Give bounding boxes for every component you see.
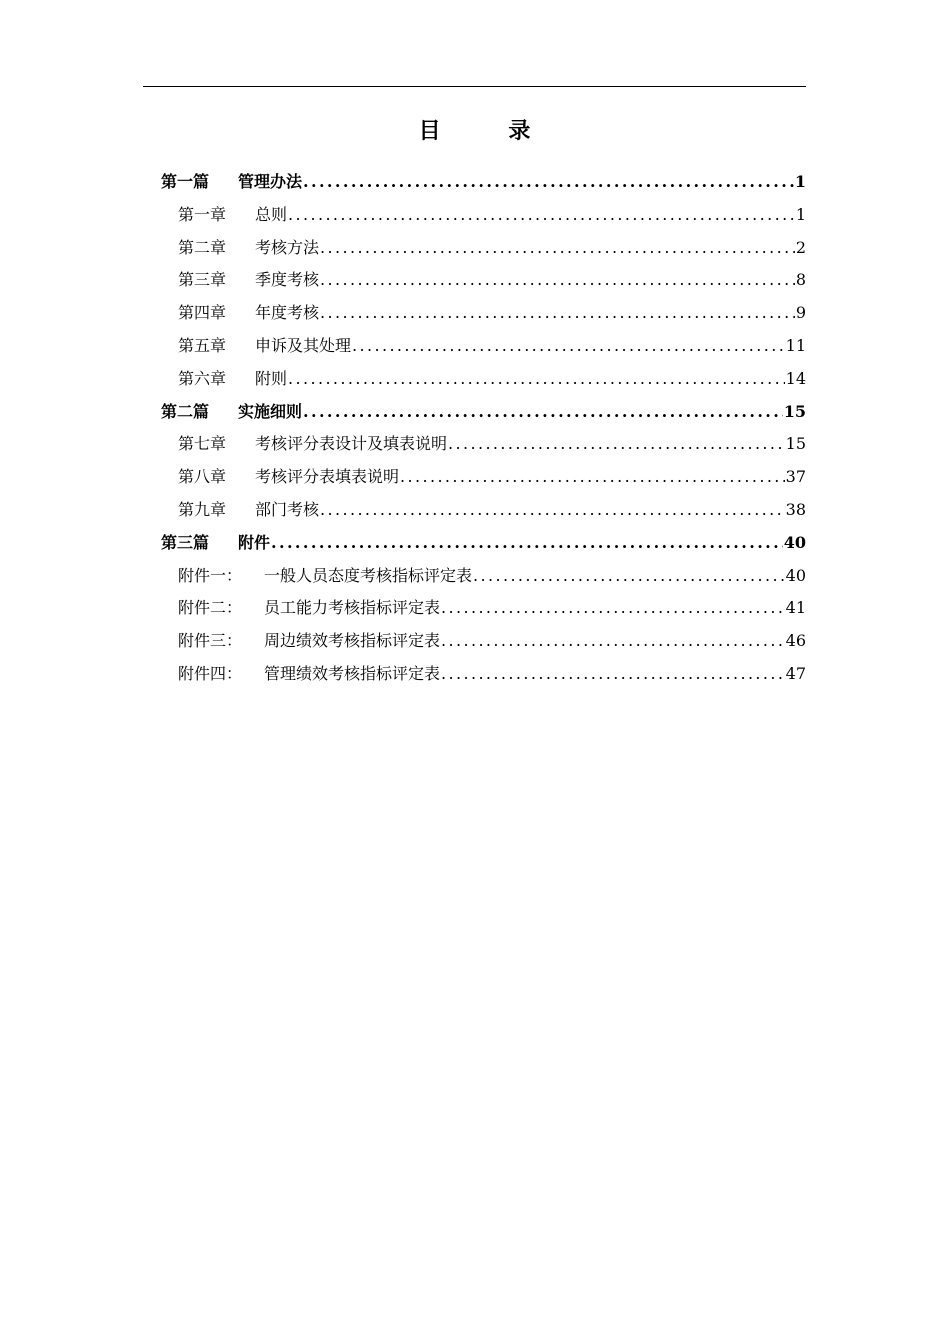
toc-entry-number: 第二篇: [161, 401, 210, 421]
toc-entry-title: 考核方法: [255, 237, 320, 257]
toc-entry[interactable]: [161, 428, 806, 461]
toc-entry[interactable]: [161, 396, 806, 429]
toc-dot-leader: [473, 560, 785, 593]
toc-entry-page: 40: [783, 532, 806, 552]
toc-entry-number: 第一篇: [161, 172, 210, 191]
toc-entry[interactable]: [161, 560, 806, 593]
toc-entry-title: 考核评分表填表说明: [255, 467, 400, 487]
toc-entry-title: 实施细则: [238, 401, 303, 421]
toc-entry-page: 1: [795, 204, 806, 224]
toc-entry-page: 9: [795, 303, 806, 323]
toc-entry-page: 2: [795, 237, 806, 257]
toc-entry-title: 考核评分表设计及填表说明: [255, 434, 448, 454]
toc-entry-page: 40: [785, 565, 806, 585]
toc-entry[interactable]: [161, 297, 806, 330]
toc-title: 目 录: [418, 118, 561, 144]
toc-entry-number: 第三篇: [161, 532, 210, 552]
toc-entry[interactable]: [161, 527, 806, 560]
toc-entry-title: 员工能力考核指标评定表: [264, 598, 441, 618]
toc-entry-title: 部门考核: [255, 499, 320, 519]
toc-dot-leader: [320, 297, 795, 330]
toc-entry[interactable]: [161, 592, 806, 625]
toc-dot-leader: [448, 428, 785, 461]
toc-entry-page: 37: [785, 467, 806, 487]
toc-entry-number: 第一章: [178, 204, 227, 224]
toc-entry-page: 8: [795, 270, 806, 290]
toc-dot-leader: [352, 330, 785, 363]
toc-entry-page: 41: [785, 598, 806, 618]
toc-entry-title: 管理办法: [238, 172, 303, 191]
toc-dot-leader: [303, 166, 794, 199]
toc-dot-leader: [441, 658, 785, 691]
toc-entry[interactable]: [161, 264, 806, 297]
toc-entry-number: 附件一：: [178, 565, 243, 585]
toc-entry[interactable]: [161, 658, 806, 691]
toc-dot-leader: [320, 264, 795, 297]
toc-dot-leader: [288, 199, 795, 232]
toc-entry-number: 附件三：: [178, 631, 243, 651]
toc-entry[interactable]: [161, 494, 806, 527]
toc-dot-leader: [320, 494, 785, 527]
toc-entry-title: 管理绩效考核指标评定表: [264, 663, 441, 683]
toc-dot-leader: [271, 527, 783, 560]
toc-dot-leader: [320, 232, 795, 265]
toc-entry-number: 附件二：: [178, 598, 243, 618]
toc-entry[interactable]: [161, 330, 806, 363]
toc-entry-number: 第六章: [178, 368, 227, 388]
toc-entry-number: 第九章: [178, 499, 227, 519]
toc-dot-leader: [288, 363, 785, 396]
header-rule: [143, 86, 806, 87]
toc-entry-title: 总则: [255, 204, 288, 224]
toc-entry[interactable]: [161, 625, 806, 658]
toc-entry-page: 1: [794, 172, 806, 191]
toc-entry-page: 11: [785, 335, 806, 355]
toc-entry-page: 38: [785, 499, 806, 519]
toc-entry-title: 附件: [238, 532, 271, 552]
toc-dot-leader: [441, 625, 785, 658]
toc-entry[interactable]: [161, 461, 806, 494]
toc-entry-title: 周边绩效考核指标评定表: [264, 631, 441, 651]
toc-entry-number: 第四章: [178, 303, 227, 323]
toc-entry[interactable]: [161, 232, 806, 265]
toc-entry-page: 46: [785, 631, 806, 651]
toc-dot-leader: [400, 461, 785, 494]
toc-entry[interactable]: [161, 363, 806, 396]
toc-entry-number: 附件四：: [178, 663, 243, 683]
table-of-contents: [161, 166, 806, 691]
toc-dot-leader: [441, 592, 785, 625]
toc-entry-page: 15: [785, 434, 806, 454]
toc-entry-page: 14: [785, 368, 806, 388]
toc-entry[interactable]: [161, 166, 806, 199]
toc-entry-number: 第八章: [178, 467, 227, 487]
toc-entry-title: 附则: [255, 368, 288, 388]
toc-entry-number: 第五章: [178, 335, 227, 355]
toc-dot-leader: [303, 396, 783, 429]
toc-entry-title: 申诉及其处理: [255, 335, 352, 355]
toc-entry[interactable]: [161, 199, 806, 232]
toc-entry-number: 第七章: [178, 434, 227, 454]
toc-entry-title: 年度考核: [255, 303, 320, 323]
toc-entry-title: 季度考核: [255, 270, 320, 290]
toc-entry-number: 第三章: [178, 270, 227, 290]
toc-entry-page: 15: [783, 401, 806, 421]
toc-entry-page: 47: [785, 663, 806, 683]
toc-entry-title: 一般人员态度考核指标评定表: [264, 565, 473, 585]
toc-entry-number: 第二章: [178, 237, 227, 257]
